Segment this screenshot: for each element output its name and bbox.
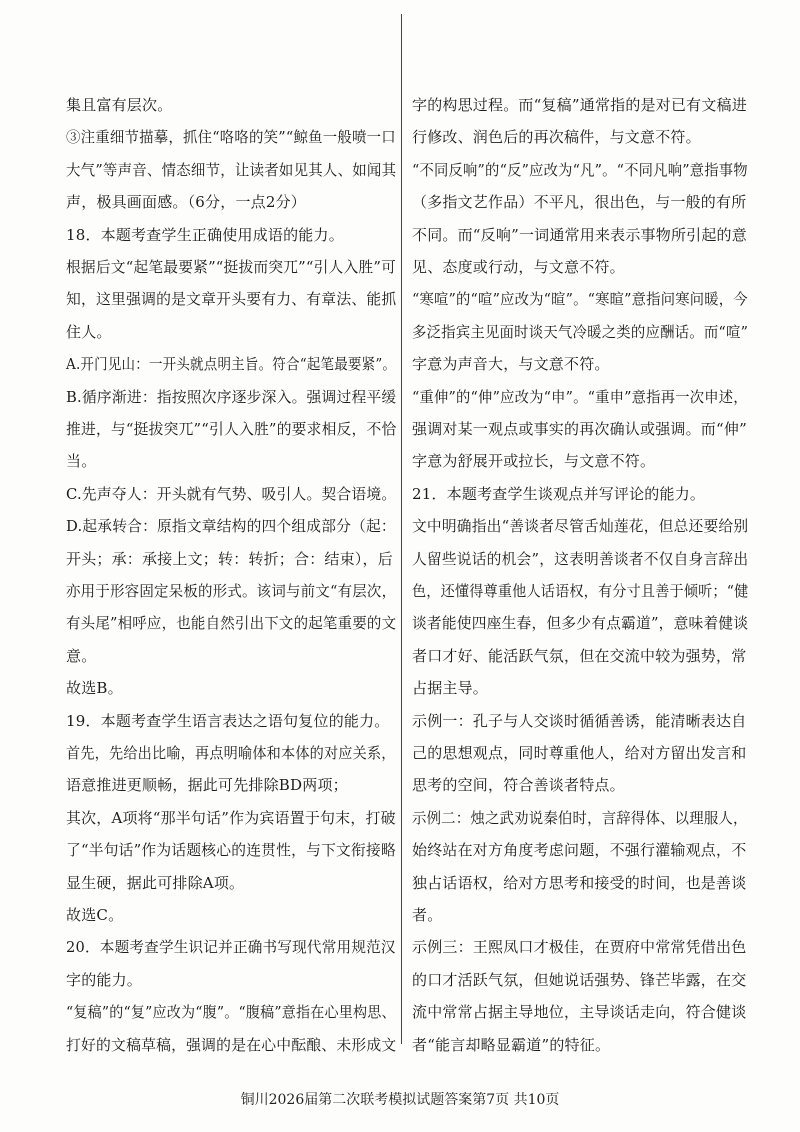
text-line: 文中明确指出“善谈者尽管舌灿莲花，但总还要给别 [412,517,749,536]
text-line: 当。 [66,452,97,471]
text-line: 住人。 [66,322,112,341]
text-line: 流中常常占据主导地位，主导谈话走向，符合健谈 [412,1003,747,1022]
text-line: “寒喧”的“喧”应改为“暄”。“寒暄”意指问寒问暖，今 [412,290,748,309]
text-line: 声，极具画面感。（6分，一点2分） [66,193,306,212]
text-line: 独占话语权，给对方思考和接受的时间，也是善谈 [412,873,747,892]
text-line: （多指文艺作品）不平凡，很出色，与一般的有所 [412,193,747,212]
text-line: 色，还懂得尊重他人话语权，有分寸且善于倾听；“健 [412,582,749,600]
text-line: 首先，先给出比喻，再点明喻体和本体的对应关系， [66,744,396,762]
text-line: A.开门见山：一开头就点明主旨。符合“起笔最要紧”。 [66,355,397,374]
text-line: 己的思想观点，同时尊重他人，给对方留出发言和 [412,744,747,762]
text-line: “重伸”的“伸”应改为“申”。“重申”意指再一次申述， [412,387,748,406]
text-line: 占据主导。 [412,679,489,698]
text-line: 集且富有层次。 [66,96,173,114]
text-line: “不同反响”的“反”应改为“凡”。“不同凡响”意指事物 [412,160,748,179]
text-line: ③注重细节描摹，抓住“咯咯的笑”“鲸鱼一般喷一口 [66,128,396,147]
text-line: 了“半句话”作为话题核心的连贯性，与下文衔接略 [66,841,396,860]
text-line: 推进，与“挺拔突兀”“引人入胜”的要求相反，不恰 [66,420,397,438]
text-line: 字意为声音大，与文意不符。 [412,355,610,374]
text-line: 20．本题考查学生识记并正确书写现代常用规范汉 [66,938,396,957]
text-line: 人留些说话的机会”，这表明善谈者不仅自身言辞出 [412,549,749,568]
text-line: 故选B。 [66,679,123,698]
text-line: B.循序渐进：指按照次序逐步深入。强调过程平缓 [66,387,397,406]
text-line: 故选C。 [66,906,124,924]
text-line: 者“能言却略显霸道”的特征。 [412,1035,611,1054]
text-line: 大气”等声音、情态细节，让读者如见其人、如闻其 [66,160,397,179]
text-line: 19．本题考查学生语言表达之语句复位的能力。 [66,711,390,730]
text-line: 意。 [66,646,97,665]
text-line: 的口才活跃气氛，但她说话强势、锋芒毕露，在交 [412,970,747,989]
text-line: 不同。而“反响”一词通常用来表示事物所引起的意 [412,225,747,244]
text-line: 示例一：孔子与人交谈时循循善诱，能清晰表达自 [412,711,747,730]
text-line: 字意为舒展开或拉长，与文意不符。 [412,452,656,471]
text-line: 始终站在对方角度考虑问题，不强行灌输观点，不 [412,841,747,860]
text-line: 知，这里强调的是文章开头要有力、有章法、能抓 [66,290,397,309]
page-footer: 铜川2026届第二次联考模拟试题答案第7页 共10页 [240,1092,560,1108]
text-line: “复稿”的“复”应改为“腹”。“腹稿”意指在心里构思、 [66,1003,396,1022]
text-line: 打好的文稿草稿，强调的是在心中酝酿、未形成文 [66,1035,397,1054]
text-line: 根据后文“起笔最要紧”“挺拔而突兀”“引人入胜”可 [66,258,397,276]
text-line: 见、态度或行动，与文意不符。 [412,258,625,276]
text-line: 显生硬，据此可排除A项。 [66,873,245,892]
text-line: C.先声夺人：开头就有气势、吸引人。契合语境。 [66,484,397,503]
text-line: 示例三：王熙凤口才极佳，在贾府中常常凭借出色 [412,938,747,957]
text-line: 字的构思过程。而“复稿”通常指的是对已有文稿进 [412,96,747,114]
text-line: 示例二：烛之武劝说秦伯时，言辞得体、以理服人， [412,808,748,827]
text-line: 21．本题考查学生谈观点并写评论的能力。 [412,484,706,503]
text-line: D.起承转合：原指文章结构的四个组成部分（起： [66,517,396,536]
text-line: 谈者能使四座生春，但多少有点霸道”，意味着健谈 [412,614,749,633]
text-line: 字的能力。 [66,970,143,989]
text-line: 强调对某一观点或事实的再次确认或强调。而“伸” [412,420,747,438]
text-line: 18．本题考查学生正确使用成语的能力。 [66,225,344,244]
text-line: 者口才好、能活跃气氛，但在交流中较为强势，常 [412,646,747,665]
text-line: 开头；承：承接上文；转：转折；合：结束），后 [66,549,393,568]
text-line: 思考的空间，符合善谈者特点。 [412,776,625,795]
text-line: 行修改、润色后的再次稿件，与文意不符。 [412,128,701,147]
column-divider [401,14,402,1044]
text-line: 多泛指宾主见面时谈天气冷暖之类的应酬话。而“喧” [412,322,749,341]
text-line: 亦用于形容固定呆板的形式。该词与前文“有层次， [66,582,397,600]
text-line: 其次，A项将“那半句话”作为宾语置于句末，打破 [66,808,396,827]
text-line: 者。 [412,906,443,924]
text-line: 有头尾”相呼应，也能自然引出下文的起笔重要的文 [66,614,397,633]
text-line: 语意推进更顺畅，据此可先排除BD两项； [66,776,348,795]
